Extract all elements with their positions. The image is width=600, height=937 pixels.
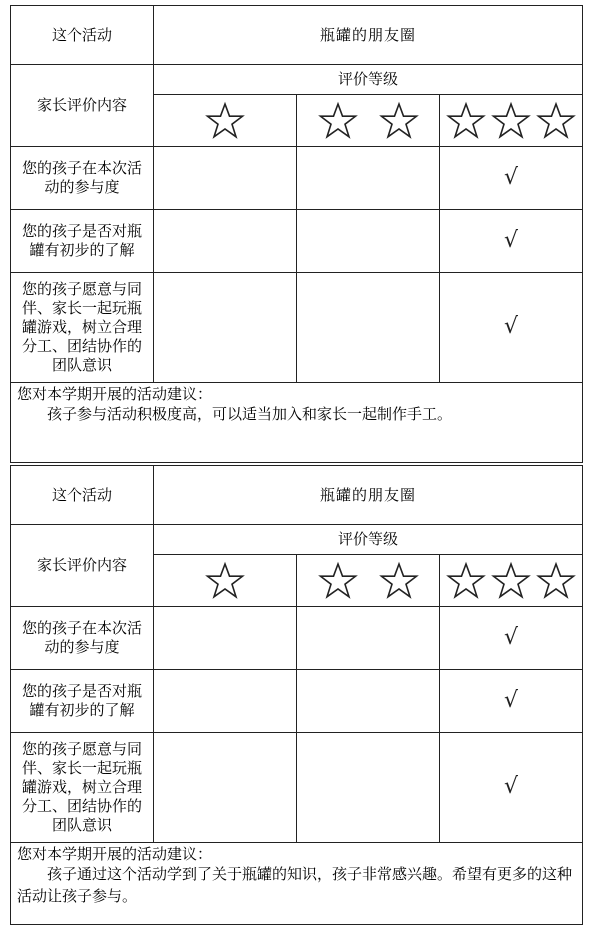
two-star-header [297,555,440,607]
table-row [11,210,583,273]
three-star-cell[interactable] [440,670,583,733]
star-outline-icon [446,561,486,601]
criterion-text: 您的孩子愿意与同伴、家长一起玩瓶罐游戏，树立合理分工、团结协作的团队意识 [11,733,154,843]
rating-level-label: 评价等级 [154,65,583,95]
one-star-cell[interactable] [154,210,297,273]
activity-title: 瓶罐的朋友圈 [154,6,583,65]
criterion-text: 您的孩子是否对瓶罐有初步的了解 [11,670,154,733]
table-row [11,670,583,733]
two-star-cell[interactable] [297,273,440,383]
three-star-cell[interactable] [440,273,583,383]
three-star-cell[interactable] [440,210,583,273]
criterion-text: 您的孩子在本次活动的参与度 [11,147,154,210]
check-mark: √ [504,227,519,253]
criterion-text: 您的孩子愿意与同伴、家长一起玩瓶罐游戏，树立合理分工、团结协作的团队意识 [11,273,154,383]
check-mark: √ [504,164,519,190]
star-outline-icon [536,101,576,141]
suggestion-title: 您对本学期开展的活动建议： [17,845,213,863]
criterion-text: 您的孩子在本次活动的参与度 [11,607,154,670]
star-outline-icon [318,101,358,141]
two-star-cell[interactable] [297,607,440,670]
check-mark: √ [504,687,519,713]
two-star-header [297,95,440,147]
activity-label: 这个活动 [11,6,154,65]
table-row [11,607,583,670]
two-star-cell[interactable] [297,670,440,733]
three-star-header [440,555,583,607]
activity-title: 瓶罐的朋友圈 [154,466,583,525]
two-star-cell[interactable] [297,147,440,210]
suggestion-box[interactable] [11,843,583,925]
check-mark: √ [504,624,519,650]
content-label: 家长评价内容 [11,525,154,607]
two-star-cell[interactable] [297,733,440,843]
suggestion-title: 您对本学期开展的活动建议： [17,385,213,403]
suggestion-text: 孩子参与活动积极度高，可以适当加入和家长一起制作手工。 [47,405,453,423]
three-star-header [440,95,583,147]
star-outline-icon [491,101,531,141]
evaluation-form-1 [10,5,583,463]
star-outline-icon [318,561,358,601]
star-outline-icon [536,561,576,601]
two-star-cell[interactable] [297,210,440,273]
check-mark: √ [504,314,519,339]
table-row [11,273,583,383]
suggestion-text: 孩子通过这个活动学到了关于瓶罐的知识，孩子非常感兴趣。希望有更多的这种活动让孩子参与。 [17,865,573,905]
one-star-cell[interactable] [154,733,297,843]
table-row [11,733,583,843]
one-star-header [154,555,297,607]
star-outline-icon [491,561,531,601]
one-star-cell[interactable] [154,607,297,670]
one-star-cell[interactable] [154,147,297,210]
one-star-cell[interactable] [154,670,297,733]
star-outline-icon [446,101,486,141]
three-star-cell[interactable] [440,733,583,843]
one-star-header [154,95,297,147]
star-outline-icon [379,101,419,141]
three-star-cell[interactable] [440,607,583,670]
three-star-cell[interactable] [440,147,583,210]
star-outline-icon [205,561,245,601]
criterion-text: 您的孩子是否对瓶罐有初步的了解 [11,210,154,273]
evaluation-form-2 [10,465,583,925]
content-label: 家长评价内容 [11,65,154,147]
check-mark: √ [504,774,519,799]
activity-label: 这个活动 [11,466,154,525]
star-outline-icon [205,101,245,141]
table-row [11,147,583,210]
rating-level-label: 评价等级 [154,525,583,555]
star-outline-icon [379,561,419,601]
suggestion-box[interactable] [11,383,583,463]
one-star-cell[interactable] [154,273,297,383]
